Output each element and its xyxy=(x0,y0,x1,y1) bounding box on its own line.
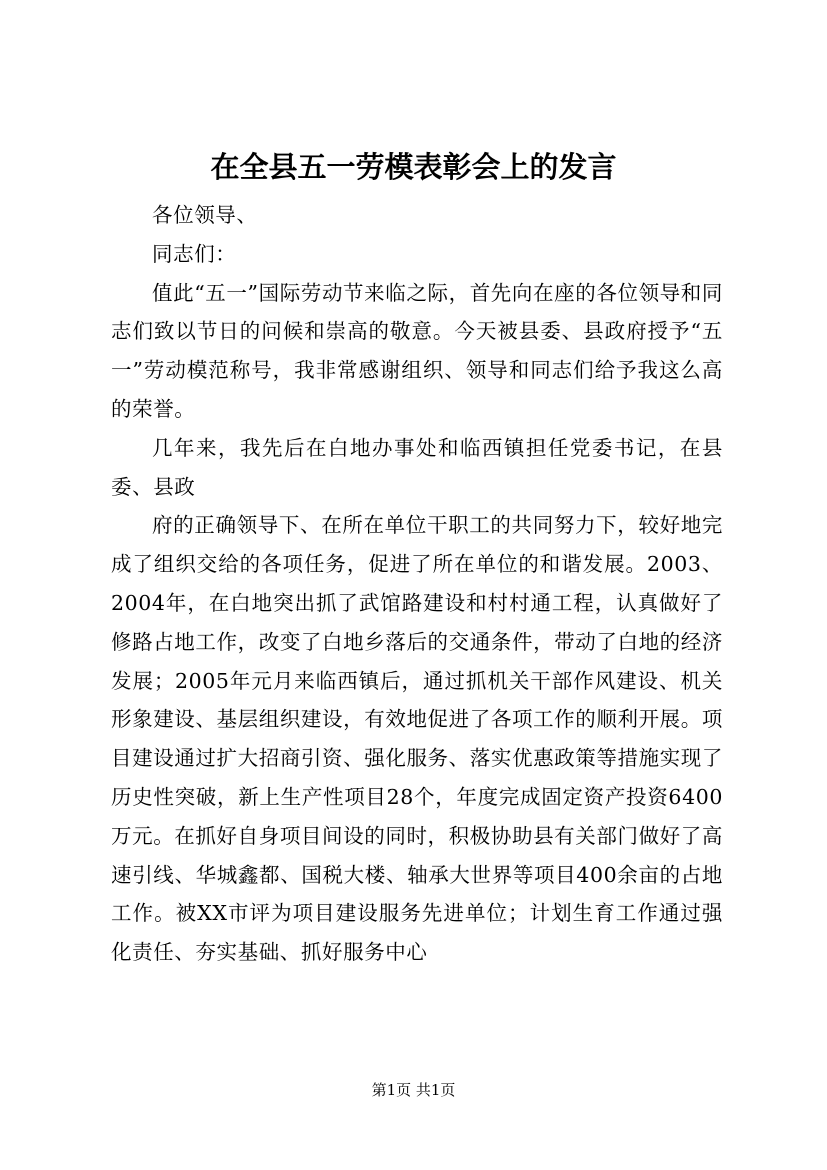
paragraph-intro: 几年来，我先后在白地办事处和临西镇担任党委书记，在县委、县政 xyxy=(111,435,723,499)
page-footer: 第1页 共1页 xyxy=(371,1081,456,1099)
document-title: 在全县五一劳模表彰会上的发言 xyxy=(210,150,617,184)
salutation-line-1: 各位领导、 xyxy=(152,203,258,227)
salutation-line-2: 同志们： xyxy=(152,241,237,266)
paragraph-greeting: 值此“五一”国际劳动节来临之际，首先向在座的各位领导和同志们致以节日的问候和崇高的敬意。今天被县委、县政府授予“五一”劳动模范称号，我非常感谢组织、领导和同志们给予我这么高的荣誉。 xyxy=(111,280,723,421)
document-body xyxy=(111,196,723,972)
paragraph-achievements: 府的正确领导下、在所在单位干职工的共同努力下，较好地完成了组织交给的各项任务，促进了所在单位的和谐发展。2003、2004年，在白地突出抓了武馆路建设和村村通工程，认真做好了修路占地工作，改变了白地乡落后的交通条件，带动了白地的经济发展；2005年元月来临西镇后，通过抓机关干部作风建设、机关形象建设、基层组织建设，有效地促进了各项工作的顺利开展。项目建设通过扩大招商引资、强化服务、落实优惠政策等措施实现了历史性突破，新上生产性项目28个，年度完成固定资产投资6400万元。在抓好自身项目间设的同时，积极协助县有关部门做好了高速引线、华城鑫都、国税大楼、轴承大世界等项目400余亩的占地工作。被XX市评为项目建设服务先进单位；计划生育工作通过强化责任、夯实基础、抓好服务中心 xyxy=(111,513,723,965)
